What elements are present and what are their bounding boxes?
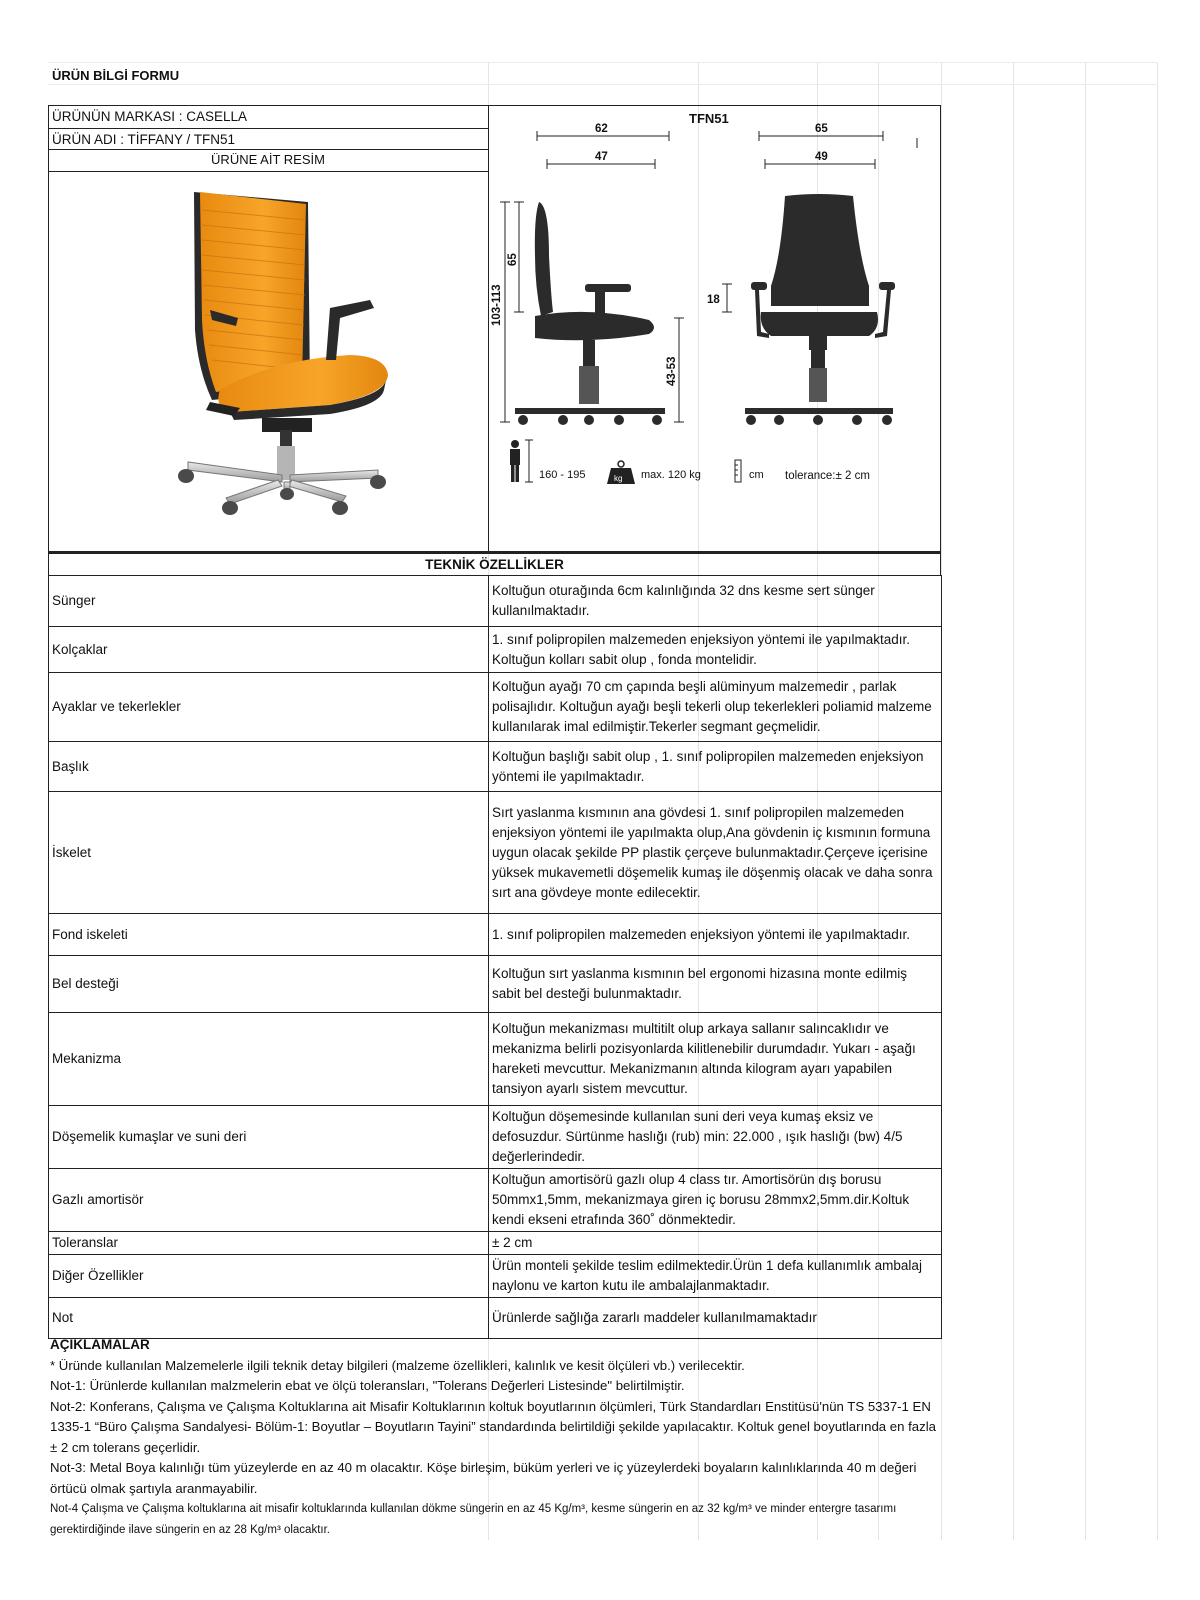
- table-row: [49, 1232, 942, 1255]
- spec-label: Toleranslar: [49, 1232, 489, 1255]
- person-icon: [510, 440, 533, 482]
- spec-label: Gazlı amortisör: [49, 1169, 489, 1232]
- spec-label: Not: [49, 1298, 489, 1339]
- product-name-line: ÜRÜN ADI : TİFFANY / TFN51: [52, 132, 236, 147]
- spec-value: 1. sınıf polipropilen malzemeden enjeksiyon yöntemi ile yapılmaktadır.: [489, 914, 942, 956]
- gridline: [48, 62, 1158, 63]
- table-row: [49, 673, 942, 742]
- spec-value: Koltuğun amortisörü gazlı olup 4 class tır. Amortisörün dış borusu 50mmx1,5mm, mekanizmaya giren iç borusu 28mmx2,5mm.dir.Koltuk kendi ekseni etrafında 360˚ dönmektedir.: [489, 1169, 942, 1232]
- chair-photo: [150, 180, 410, 520]
- front-view-chair: [745, 194, 895, 425]
- table-row: [49, 792, 942, 914]
- spec-value: Ürün monteli şekilde teslim edilmektedir.Ürün 1 defa kullanımlık ambalaj naylonu ve karton kutu ile ambalajlanmaktadır.: [489, 1255, 942, 1298]
- note-item: Not-2: Konferans, Çalışma ve Çalışma Koltuklarına ait Misafir Koltuklarının koltuk boyutlarının ölçümleri, Türk Standardları Enstitüsü'nün TS 5337-1 EN 1335-1 “Büro Çalışma Sandalyesi- Bölüm-1: Boyutlar – Boyutların Tayini” standardında belirtildiği şekilde yapılacaktır. Koltuk genel boyutlarında en fazla ± 2 cm tolerans geçerlidir.: [50, 1398, 936, 1455]
- spec-label: Kolçaklar: [49, 627, 489, 673]
- dim-seat-height: 43-53: [666, 356, 678, 386]
- spec-label: Bel desteği: [49, 956, 489, 1013]
- gridline: [1157, 62, 1158, 1540]
- table-row: [49, 1298, 942, 1339]
- dim-back: 65: [507, 253, 519, 266]
- table-row: [49, 1013, 942, 1106]
- dim-front-top: 65: [815, 123, 828, 135]
- gridline: [1013, 62, 1014, 1540]
- table-row: [49, 914, 942, 956]
- section-title: TEKNİK ÖZELLİKLER: [48, 552, 941, 576]
- dim-side-seat: 47: [595, 151, 608, 163]
- dim-front-seat: 49: [815, 151, 828, 163]
- max-weight: max. 120 kg: [641, 469, 701, 481]
- spec-label: İskelet: [49, 792, 489, 914]
- specs-table: [48, 575, 942, 1339]
- form-title: ÜRÜN BİLGİ FORMU: [52, 68, 180, 83]
- table-row: [49, 576, 942, 627]
- side-view-chair: [515, 202, 665, 425]
- note-item: * Üründe kullanılan Malzemelerle ilgili teknik detay bilgileri (malzeme özellikleri, kalınlık ve kesit ölçüleri vb.) verilecektir.: [50, 1357, 745, 1373]
- user-height: 160 - 195: [539, 469, 586, 481]
- table-row: [49, 1169, 942, 1232]
- spec-value: Ürünlerde sağlığa zararlı maddeler kullanılmamaktadır: [489, 1298, 942, 1339]
- svg-text:kg: kg: [614, 474, 623, 483]
- note-item: Not-4 Çalışma ve Çalışma koltuklarına ait misafir koltuklarında kullanılan dökme süngerin en az 45 Kg/m³, kesme süngerin en az 32 kg/m³ ve minder entergre tasarımı gerektirdiğinde ilave süngerin en az 28 Kg/m³ olacaktır.: [50, 1503, 897, 1536]
- spec-value: Koltuğun oturağında 6cm kalınlığında 32 dns kesme sert sünger kullanılmaktadır.: [489, 576, 942, 627]
- table-row: [49, 627, 942, 673]
- table-row: [49, 1255, 942, 1298]
- spec-value: Koltuğun başlığı sabit olup , 1. sınıf polipropilen malzemeden enjeksiyon yöntemi ile yapılmaktadır.: [489, 742, 942, 792]
- spec-label: Fond iskeleti: [49, 914, 489, 956]
- weight-icon: [607, 461, 635, 484]
- note-item: Not-3: Metal Boya kalınlığı tüm yüzeylerde en az 40 m olacaktır. Köşe birleşim, büküm yerleri ve iç yüzeylerdeki boyaların kalınlıklarında 40 m değeri örtücü olmak şartıyla aranmayabilir.: [50, 1460, 917, 1496]
- notes-section: [50, 1335, 940, 1541]
- gridline: [1085, 62, 1086, 1540]
- note-item: Not-1: Ürünlerde kullanılan malzmelerin ebat ve ölçü toleransları, "Tolerans Değerleri Listesinde" belirtilmiştir.: [50, 1378, 685, 1393]
- dim-height-total: 103-113: [491, 284, 503, 326]
- gridline: [48, 84, 1158, 85]
- spec-label: Ayaklar ve tekerlekler: [49, 673, 489, 742]
- image-label: ÜRÜNE AİT RESİM: [211, 152, 325, 167]
- dim-arm: 18: [707, 294, 720, 306]
- dimension-diagram: [489, 106, 939, 551]
- spec-value: Sırt yaslanma kısmının ana gövdesi 1. sınıf polipropilen malzemeden enjeksiyon yöntemi ile yapılmakta olup,Ana gövdenin iç kısmının formuna uygun olacak şekilde PP plastik çerçeve bulunmaktadır.Çerçeve içerisine yüksek mukavemetli döşemelik kumaş ile döşenmiş olacak ve daha sonra sırt ana gövdeye monte edilecektir.: [489, 792, 942, 914]
- spec-label: Sünger: [49, 576, 489, 627]
- spec-label: Döşemelik kumaşlar ve suni deri: [49, 1106, 489, 1169]
- spec-value: 1. sınıf polipropilen malzemeden enjeksiyon yöntemi ile yapılmaktadır. Koltuğun kolları sabit olup , fonda montelidir.: [489, 627, 942, 673]
- diagram-model: TFN51: [689, 111, 729, 126]
- dim-side-top: 62: [595, 123, 608, 135]
- spec-value: Koltuğun mekanizması multitilt olup arkaya sallanır salıncaklıdır ve mekanizma belirli pozisyonlarda kilitlenebilir durumdadır. Yukarı - aşağı hareketi mevcuttur. Mekanizmanın altında kilogram ayarı yapabilen tansiyon ayarlı sistem mevcuttur.: [489, 1013, 942, 1106]
- spec-label: Diğer Özellikler: [49, 1255, 489, 1298]
- notes-title: AÇIKLAMALAR: [50, 1337, 150, 1352]
- spec-label: Mekanizma: [49, 1013, 489, 1106]
- spec-value: Koltuğun sırt yaslanma kısmının bel ergonomi hizasına monte edilmiş sabit bel desteği bulunmaktadır.: [489, 956, 942, 1013]
- spec-value: Koltuğun ayağı 70 cm çapında beşli alüminyum malzemedir , parlak polisajlıdır. Koltuğun ayağı beşli tekerli olup tekerlekleri poliamid malzeme kullanılarak imal edilmiştir.Tekerler segmant geçmelidir.: [489, 673, 942, 742]
- unit-label: cm: [749, 469, 764, 481]
- table-row: [49, 742, 942, 792]
- spec-value: Koltuğun döşemesinde kullanılan suni deri veya kumaş eksiz ve defosuzdur. Sürtünme haslığı (rub) min: 22.000 , ışık haslığı (bw) 4/5 değerlerindedir.: [489, 1106, 942, 1169]
- table-row: [49, 956, 942, 1013]
- brand-line: ÜRÜNÜN MARKASI : CASELLA: [52, 109, 248, 124]
- table-row: [49, 1106, 942, 1169]
- spec-value: ± 2 cm: [489, 1232, 942, 1255]
- spec-label: Başlık: [49, 742, 489, 792]
- ruler-icon: [735, 460, 741, 482]
- tolerance-label: tolerance:± 2 cm: [785, 470, 870, 482]
